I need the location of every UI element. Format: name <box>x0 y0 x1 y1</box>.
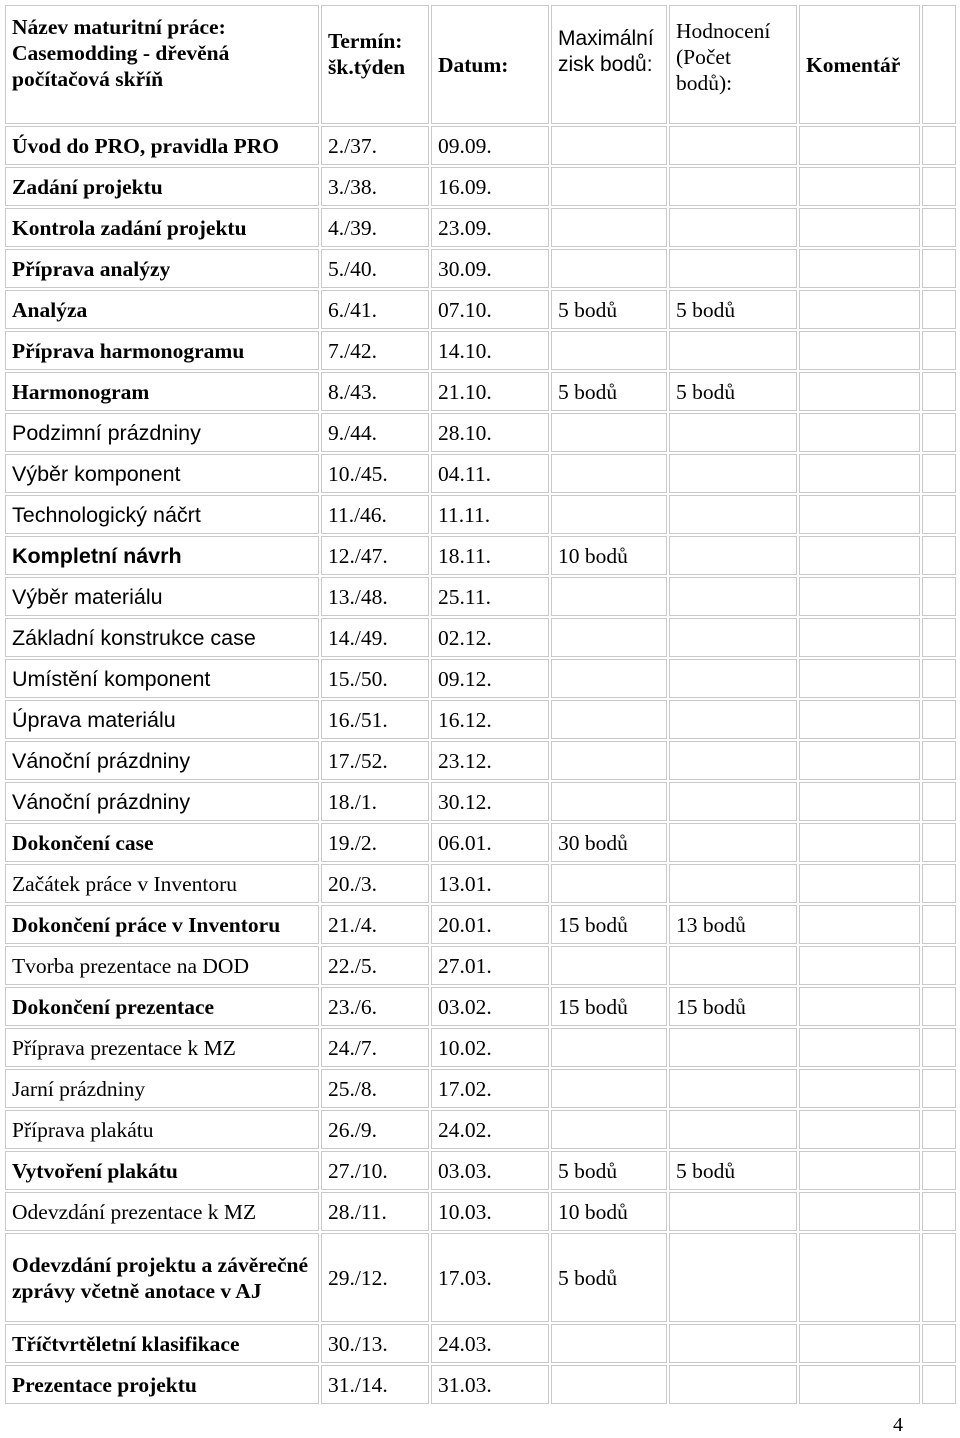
extra-cell <box>922 782 956 821</box>
date-cell: 23.09. <box>431 208 549 247</box>
date-cell: 27.01. <box>431 946 549 985</box>
comment-cell <box>799 1192 920 1231</box>
week-cell: 18./1. <box>321 782 429 821</box>
week-cell: 25./8. <box>321 1069 429 1108</box>
date-cell: 10.03. <box>431 1192 549 1231</box>
score-cell <box>669 167 797 206</box>
extra-cell <box>922 126 956 165</box>
table-row <box>5 946 956 985</box>
table-row <box>5 659 956 698</box>
page-number: 4 <box>893 1414 903 1436</box>
score-cell <box>669 1233 797 1322</box>
max-points-cell <box>551 495 667 534</box>
extra-cell <box>922 823 956 862</box>
week-cell: 17./52. <box>321 741 429 780</box>
max-points-cell <box>551 782 667 821</box>
score-cell <box>669 1192 797 1231</box>
task-cell: Úvod do PRO, pravidla PRO <box>5 126 319 165</box>
task-cell: Příprava analýzy <box>5 249 319 288</box>
task-cell: Kontrola zadání projektu <box>5 208 319 247</box>
table-row <box>5 700 956 739</box>
header-title: Název maturitní práce: Casemodding - dřevěná počítačová skříň <box>5 5 319 124</box>
max-points-cell <box>551 208 667 247</box>
week-cell: 29./12. <box>321 1233 429 1322</box>
date-cell: 17.03. <box>431 1233 549 1322</box>
week-cell: 8./43. <box>321 372 429 411</box>
extra-cell <box>922 659 956 698</box>
week-cell: 21./4. <box>321 905 429 944</box>
table-row <box>5 782 956 821</box>
table-row <box>5 1069 956 1108</box>
extra-cell <box>922 577 956 616</box>
extra-cell <box>922 1069 956 1108</box>
comment-cell <box>799 905 920 944</box>
table-row <box>5 1324 956 1363</box>
score-cell <box>669 823 797 862</box>
table-row <box>5 1365 956 1404</box>
table-row <box>5 1028 956 1067</box>
table-row <box>5 372 956 411</box>
date-cell: 18.11. <box>431 536 549 575</box>
week-cell: 9./44. <box>321 413 429 452</box>
date-cell: 13.01. <box>431 864 549 903</box>
extra-cell <box>922 741 956 780</box>
score-cell <box>669 1110 797 1149</box>
task-cell: Vánoční prázdniny <box>5 741 319 780</box>
week-cell: 2./37. <box>321 126 429 165</box>
date-cell: 16.09. <box>431 167 549 206</box>
header-term: Termín: šk.týden <box>321 5 429 124</box>
score-cell <box>669 1365 797 1404</box>
header-max-points: Maximální zisk bodů: <box>551 5 667 124</box>
score-cell <box>669 782 797 821</box>
comment-cell <box>799 618 920 657</box>
week-cell: 24./7. <box>321 1028 429 1067</box>
task-cell: Vytvoření plakátu <box>5 1151 319 1190</box>
week-cell: 5./40. <box>321 249 429 288</box>
extra-cell <box>922 1192 956 1231</box>
score-cell <box>669 1324 797 1363</box>
comment-cell <box>799 167 920 206</box>
extra-cell <box>922 495 956 534</box>
score-cell <box>669 413 797 452</box>
date-cell: 10.02. <box>431 1028 549 1067</box>
task-cell: Prezentace projektu <box>5 1365 319 1404</box>
extra-cell <box>922 290 956 329</box>
comment-cell <box>799 249 920 288</box>
date-cell: 02.12. <box>431 618 549 657</box>
comment-cell <box>799 1069 920 1108</box>
table-row <box>5 905 956 944</box>
extra-cell <box>922 1110 956 1149</box>
week-cell: 7./42. <box>321 331 429 370</box>
task-cell: Dokončení prezentace <box>5 987 319 1026</box>
extra-cell <box>922 864 956 903</box>
max-points-cell <box>551 249 667 288</box>
max-points-cell <box>551 1324 667 1363</box>
task-cell: Zadání projektu <box>5 167 319 206</box>
comment-cell <box>799 290 920 329</box>
extra-cell <box>922 536 956 575</box>
week-cell: 15./50. <box>321 659 429 698</box>
max-points-cell <box>551 454 667 493</box>
week-cell: 30./13. <box>321 1324 429 1363</box>
score-cell <box>669 659 797 698</box>
max-points-cell <box>551 1365 667 1404</box>
score-cell <box>669 1069 797 1108</box>
task-cell: Výběr komponent <box>5 454 319 493</box>
date-cell: 28.10. <box>431 413 549 452</box>
date-cell: 25.11. <box>431 577 549 616</box>
score-cell <box>669 618 797 657</box>
date-cell: 06.01. <box>431 823 549 862</box>
max-points-cell <box>551 577 667 616</box>
task-cell: Kompletní návrh <box>5 536 319 575</box>
comment-cell <box>799 454 920 493</box>
comment-cell <box>799 331 920 370</box>
task-cell: Úprava materiálu <box>5 700 319 739</box>
table-row <box>5 331 956 370</box>
max-points-cell <box>551 1110 667 1149</box>
comment-cell <box>799 1110 920 1149</box>
score-cell <box>669 249 797 288</box>
task-cell: Tvorba prezentace na DOD <box>5 946 319 985</box>
task-cell: Odevzdání projektu a závěrečné zprávy včetně anotace v AJ <box>5 1233 319 1322</box>
extra-cell <box>922 905 956 944</box>
extra-cell <box>922 167 956 206</box>
table-row <box>5 167 956 206</box>
table-row <box>5 987 956 1026</box>
max-points-cell <box>551 864 667 903</box>
score-cell <box>669 495 797 534</box>
date-cell: 30.09. <box>431 249 549 288</box>
date-cell: 04.11. <box>431 454 549 493</box>
week-cell: 14./49. <box>321 618 429 657</box>
date-cell: 24.02. <box>431 1110 549 1149</box>
week-cell: 11./46. <box>321 495 429 534</box>
comment-cell <box>799 372 920 411</box>
week-cell: 12./47. <box>321 536 429 575</box>
score-cell: 5 bodů <box>669 372 797 411</box>
task-cell: Umístění komponent <box>5 659 319 698</box>
extra-cell <box>922 700 956 739</box>
week-cell: 10./45. <box>321 454 429 493</box>
date-cell: 17.02. <box>431 1069 549 1108</box>
extra-cell <box>922 987 956 1026</box>
comment-cell <box>799 741 920 780</box>
week-cell: 19./2. <box>321 823 429 862</box>
table-row <box>5 823 956 862</box>
task-cell: Analýza <box>5 290 319 329</box>
table-row <box>5 536 956 575</box>
week-cell: 3./38. <box>321 167 429 206</box>
week-cell: 31./14. <box>321 1365 429 1404</box>
comment-cell <box>799 126 920 165</box>
table-row <box>5 290 956 329</box>
week-cell: 23./6. <box>321 987 429 1026</box>
table-row <box>5 741 956 780</box>
comment-cell <box>799 987 920 1026</box>
table-row <box>5 1110 956 1149</box>
comment-cell <box>799 536 920 575</box>
week-cell: 6./41. <box>321 290 429 329</box>
week-cell: 4./39. <box>321 208 429 247</box>
task-cell: Dokončení práce v Inventoru <box>5 905 319 944</box>
comment-cell <box>799 413 920 452</box>
score-cell <box>669 126 797 165</box>
score-cell <box>669 208 797 247</box>
date-cell: 21.10. <box>431 372 549 411</box>
score-cell <box>669 331 797 370</box>
date-cell: 16.12. <box>431 700 549 739</box>
score-cell: 13 bodů <box>669 905 797 944</box>
week-cell: 20./3. <box>321 864 429 903</box>
task-cell: Harmonogram <box>5 372 319 411</box>
week-cell: 22./5. <box>321 946 429 985</box>
extra-cell <box>922 249 956 288</box>
max-points-cell <box>551 659 667 698</box>
max-points-cell: 10 bodů <box>551 1192 667 1231</box>
comment-cell <box>799 700 920 739</box>
header-evaluation: Hodnocení (Počet bodů): <box>669 5 797 124</box>
extra-cell <box>922 946 956 985</box>
score-cell <box>669 741 797 780</box>
max-points-cell <box>551 126 667 165</box>
week-cell: 16./51. <box>321 700 429 739</box>
extra-cell <box>922 1151 956 1190</box>
score-cell <box>669 577 797 616</box>
max-points-cell <box>551 331 667 370</box>
score-cell <box>669 1028 797 1067</box>
table-row <box>5 454 956 493</box>
max-points-cell <box>551 1069 667 1108</box>
task-cell: Podzimní prázdniny <box>5 413 319 452</box>
score-cell <box>669 700 797 739</box>
max-points-cell <box>551 167 667 206</box>
header-row <box>5 5 956 124</box>
header-comment: Komentář <box>799 5 920 124</box>
max-points-cell: 5 bodů <box>551 290 667 329</box>
extra-cell <box>922 1028 956 1067</box>
extra-cell <box>922 1233 956 1322</box>
table-row <box>5 126 956 165</box>
comment-cell <box>799 1365 920 1404</box>
table-row <box>5 249 956 288</box>
comment-cell <box>799 659 920 698</box>
header-date: Datum: <box>431 5 549 124</box>
comment-cell <box>799 864 920 903</box>
week-cell: 13./48. <box>321 577 429 616</box>
task-cell: Příprava plakátu <box>5 1110 319 1149</box>
max-points-cell: 5 bodů <box>551 1233 667 1322</box>
score-cell: 15 bodů <box>669 987 797 1026</box>
extra-cell <box>922 618 956 657</box>
comment-cell <box>799 1324 920 1363</box>
comment-cell <box>799 1028 920 1067</box>
table-row <box>5 1192 956 1231</box>
max-points-cell <box>551 700 667 739</box>
comment-cell <box>799 208 920 247</box>
table-row <box>5 208 956 247</box>
max-points-cell: 5 bodů <box>551 1151 667 1190</box>
comment-cell <box>799 823 920 862</box>
extra-cell <box>922 372 956 411</box>
task-cell: Dokončení case <box>5 823 319 862</box>
task-cell: Začátek práce v Inventoru <box>5 864 319 903</box>
task-cell: Vánoční prázdniny <box>5 782 319 821</box>
max-points-cell <box>551 946 667 985</box>
task-cell: Výběr materiálu <box>5 577 319 616</box>
max-points-cell: 30 bodů <box>551 823 667 862</box>
table-row <box>5 495 956 534</box>
week-cell: 28./11. <box>321 1192 429 1231</box>
max-points-cell <box>551 618 667 657</box>
max-points-cell: 5 bodů <box>551 372 667 411</box>
date-cell: 14.10. <box>431 331 549 370</box>
score-cell <box>669 946 797 985</box>
extra-cell <box>922 454 956 493</box>
week-cell: 27./10. <box>321 1151 429 1190</box>
score-cell <box>669 536 797 575</box>
schedule-table <box>3 3 958 1406</box>
task-cell: Jarní prázdniny <box>5 1069 319 1108</box>
score-cell <box>669 454 797 493</box>
table-row <box>5 864 956 903</box>
comment-cell <box>799 495 920 534</box>
task-cell: Tříčtvrtěletní klasifikace <box>5 1324 319 1363</box>
comment-cell <box>799 577 920 616</box>
date-cell: 09.09. <box>431 126 549 165</box>
extra-cell <box>922 331 956 370</box>
date-cell: 31.03. <box>431 1365 549 1404</box>
max-points-cell: 10 bodů <box>551 536 667 575</box>
max-points-cell: 15 bodů <box>551 905 667 944</box>
task-cell: Základní konstrukce case <box>5 618 319 657</box>
date-cell: 09.12. <box>431 659 549 698</box>
score-cell <box>669 864 797 903</box>
max-points-cell: 15 bodů <box>551 987 667 1026</box>
task-cell: Odevzdání prezentace k MZ <box>5 1192 319 1231</box>
date-cell: 07.10. <box>431 290 549 329</box>
max-points-cell <box>551 1028 667 1067</box>
comment-cell <box>799 1151 920 1190</box>
date-cell: 30.12. <box>431 782 549 821</box>
date-cell: 23.12. <box>431 741 549 780</box>
date-cell: 03.03. <box>431 1151 549 1190</box>
extra-cell <box>922 1324 956 1363</box>
table-row <box>5 413 956 452</box>
week-cell: 26./9. <box>321 1110 429 1149</box>
extra-cell <box>922 1365 956 1404</box>
table-row <box>5 1233 956 1322</box>
score-cell: 5 bodů <box>669 290 797 329</box>
header-extra <box>922 5 956 124</box>
comment-cell <box>799 1233 920 1322</box>
extra-cell <box>922 208 956 247</box>
comment-cell <box>799 946 920 985</box>
task-cell: Technologický náčrt <box>5 495 319 534</box>
date-cell: 11.11. <box>431 495 549 534</box>
table-row <box>5 618 956 657</box>
date-cell: 24.03. <box>431 1324 549 1363</box>
date-cell: 20.01. <box>431 905 549 944</box>
task-cell: Příprava harmonogramu <box>5 331 319 370</box>
task-cell: Příprava prezentace k MZ <box>5 1028 319 1067</box>
max-points-cell <box>551 741 667 780</box>
extra-cell <box>922 413 956 452</box>
date-cell: 03.02. <box>431 987 549 1026</box>
max-points-cell <box>551 413 667 452</box>
comment-cell <box>799 782 920 821</box>
table-row <box>5 1151 956 1190</box>
table-row <box>5 577 956 616</box>
score-cell: 5 bodů <box>669 1151 797 1190</box>
